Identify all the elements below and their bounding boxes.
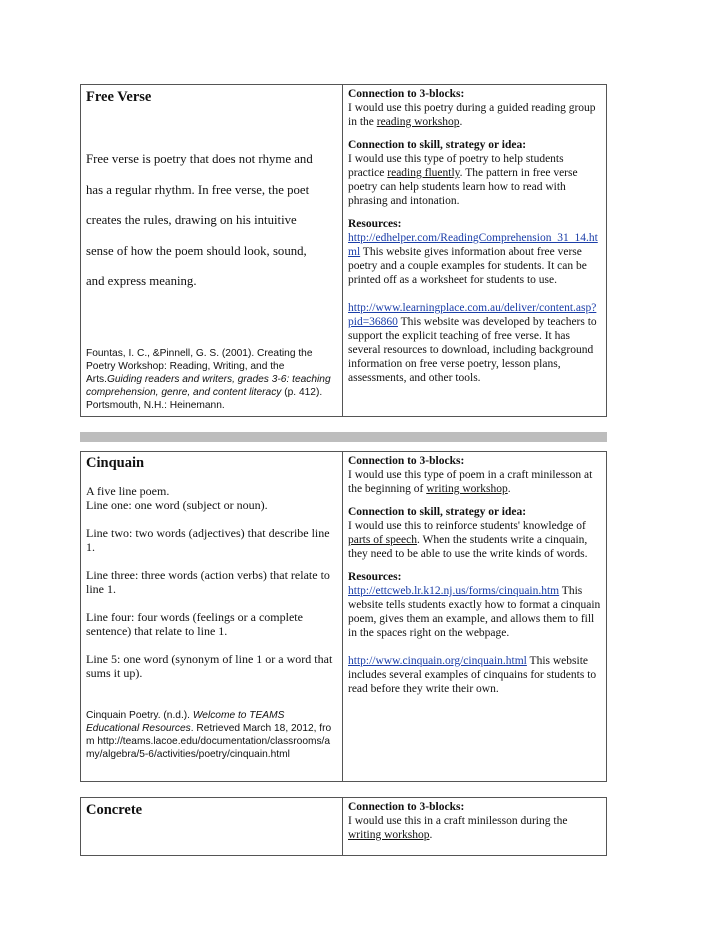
cinquain-line-two: Line two: two words (adjectives) that describe line 1.: [86, 526, 330, 554]
resource-1: [348, 231, 601, 287]
free-verse-right-cell: [343, 85, 606, 416]
skill-body-end: . The pattern in free verse poetry can help students learn how to read with phrasing and intonation.: [348, 167, 578, 207]
cinquain-org-link[interactable]: http://www.cinquain.org/cinquain.html: [348, 655, 527, 667]
resources-heading: Resources:: [348, 571, 402, 583]
skill-heading: Connection to skill, strategy or idea:: [348, 506, 527, 518]
definition-line: has a regular rhythm. In free verse, the poet: [86, 182, 310, 197]
ettcweb-link[interactable]: http://ettcweb.lr.k12.nj.us/forms/cinquain.htm: [348, 585, 560, 597]
skill-text: [348, 152, 601, 208]
cinquain-line-four: Line four: four words (feelings or a complete sentence) that relate to line 1.: [86, 610, 303, 638]
citation-source: Cinquain Poetry. (n.d.).: [86, 710, 193, 721]
cinquain-line-three: Line three: three words (action verbs) that relate to line 1.: [86, 568, 330, 596]
skill-body: I would use this type of poetry to help students practice: [348, 153, 564, 179]
citation-retrieved: . Retrieved March 18, 2012, from http://teams.lacoe.edu/documentation/classrooms/amy/algebra/5-6/activities/poetry/cinquain.html: [86, 723, 332, 760]
blocks-heading: Connection to 3-blocks:: [348, 88, 465, 100]
blocks-end: .: [459, 116, 463, 128]
citation-book-title: Guiding readers and writers, grades 3-6: teaching comprehension, genre, and content literacy: [86, 374, 331, 398]
resource-2-text: This website includes several examples of cinquains for students to read before they write their own.: [348, 655, 597, 695]
citation-authors: Fountas, I. C., &Pinnell, G. S. (2001). Creating the Poetry Workshop: Reading, Writing, and the Arts.: [86, 348, 313, 385]
learningplace-link[interactable]: http://www.learningplace.com.au/deliver/content.asp?pid=36860: [348, 302, 597, 328]
resource-2: [348, 654, 601, 696]
cinquain-line-five: Line 5: one word (synonym of line 1 or a word that sums it up).: [86, 652, 333, 680]
writing-workshop-term: writing workshop: [348, 829, 430, 841]
blocks-text: [348, 814, 601, 842]
definition-line: Free verse is poetry that does not rhyme and: [86, 152, 313, 166]
skill-heading: Connection to skill, strategy or idea:: [348, 139, 527, 151]
cinquain-title: Cinquain: [86, 455, 145, 471]
resource-2-text: This website was developed by teachers to support the explicit teaching of free verse. It has several resources to download, including background information on free verse poetry, lesson plans, assessments, and other tools.: [348, 316, 597, 384]
blocks-end: .: [429, 829, 433, 841]
blocks-body: I would use this in a craft minilesson during the: [348, 815, 568, 827]
free-verse-title: Free Verse: [86, 89, 152, 105]
concrete-table: [80, 797, 607, 856]
edhelper-link[interactable]: http://edhelper.com/ReadingComprehension_31_14.html: [348, 232, 598, 258]
reading-fluently-term: reading fluently: [387, 167, 460, 179]
free-verse-definition: [86, 144, 337, 297]
blocks-body: I would use this poetry during a guided reading group in the: [348, 102, 596, 128]
writing-workshop-term: writing workshop: [426, 483, 508, 495]
blocks-heading: Connection to 3-blocks:: [348, 455, 465, 467]
cinquain-intro: A five line poem.: [86, 484, 170, 498]
citation-site-title: Welcome to TEAMS Educational Resources: [86, 710, 285, 734]
citation-publisher: (p. 412). Portsmouth, N.H.: Heinemann.: [86, 387, 323, 411]
concrete-left-cell: [81, 798, 343, 855]
cinquain-line-one: Line one: one word (subject or noun).: [86, 498, 268, 512]
resource-1-text: This website tells students exactly how to format a cinquain poem, gives them an example, and allows them to fill in the spaces right on the webpage.: [348, 585, 601, 639]
free-verse-left-cell: [81, 85, 343, 416]
cinquain-citation: [86, 709, 338, 761]
reading-workshop-term: reading workshop: [376, 116, 460, 128]
cinquain-right-cell: [343, 452, 606, 781]
blocks-body: I would use this type of poem in a craft minilesson at the beginning of: [348, 469, 593, 495]
resource-1: [348, 584, 601, 640]
table-separator: [80, 432, 607, 442]
resource-1-text: This website gives information about free verse poetry and a couple examples for students. It can be printed off as a worksheet for students to use.: [348, 246, 587, 286]
cinquain-left-cell: [81, 452, 343, 781]
blocks-text: [348, 101, 601, 129]
parts-of-speech-term: parts of speech: [348, 534, 417, 546]
blocks-end: .: [507, 483, 511, 495]
free-verse-table: [80, 84, 607, 417]
skill-body: I would use this to reinforce students' knowledge of: [348, 520, 586, 532]
cinquain-table: [80, 451, 607, 782]
blocks-heading: Connection to 3-blocks:: [348, 801, 465, 813]
skill-body-end: . When the students write a cinquain, they need to be able to use the write kinds of words.: [348, 534, 588, 560]
resources-heading: Resources:: [348, 218, 402, 230]
definition-line: and express meaning.: [86, 274, 197, 288]
definition-line: creates the rules, drawing on his intuitive: [86, 213, 297, 227]
concrete-right-cell: [343, 798, 606, 855]
blocks-text: [348, 468, 601, 496]
skill-text: [348, 519, 601, 561]
free-verse-citation: [86, 347, 338, 412]
concrete-title: Concrete: [86, 802, 143, 818]
definition-line: sense of how the poem should look, sound,: [86, 243, 307, 258]
resource-2: [348, 301, 601, 385]
